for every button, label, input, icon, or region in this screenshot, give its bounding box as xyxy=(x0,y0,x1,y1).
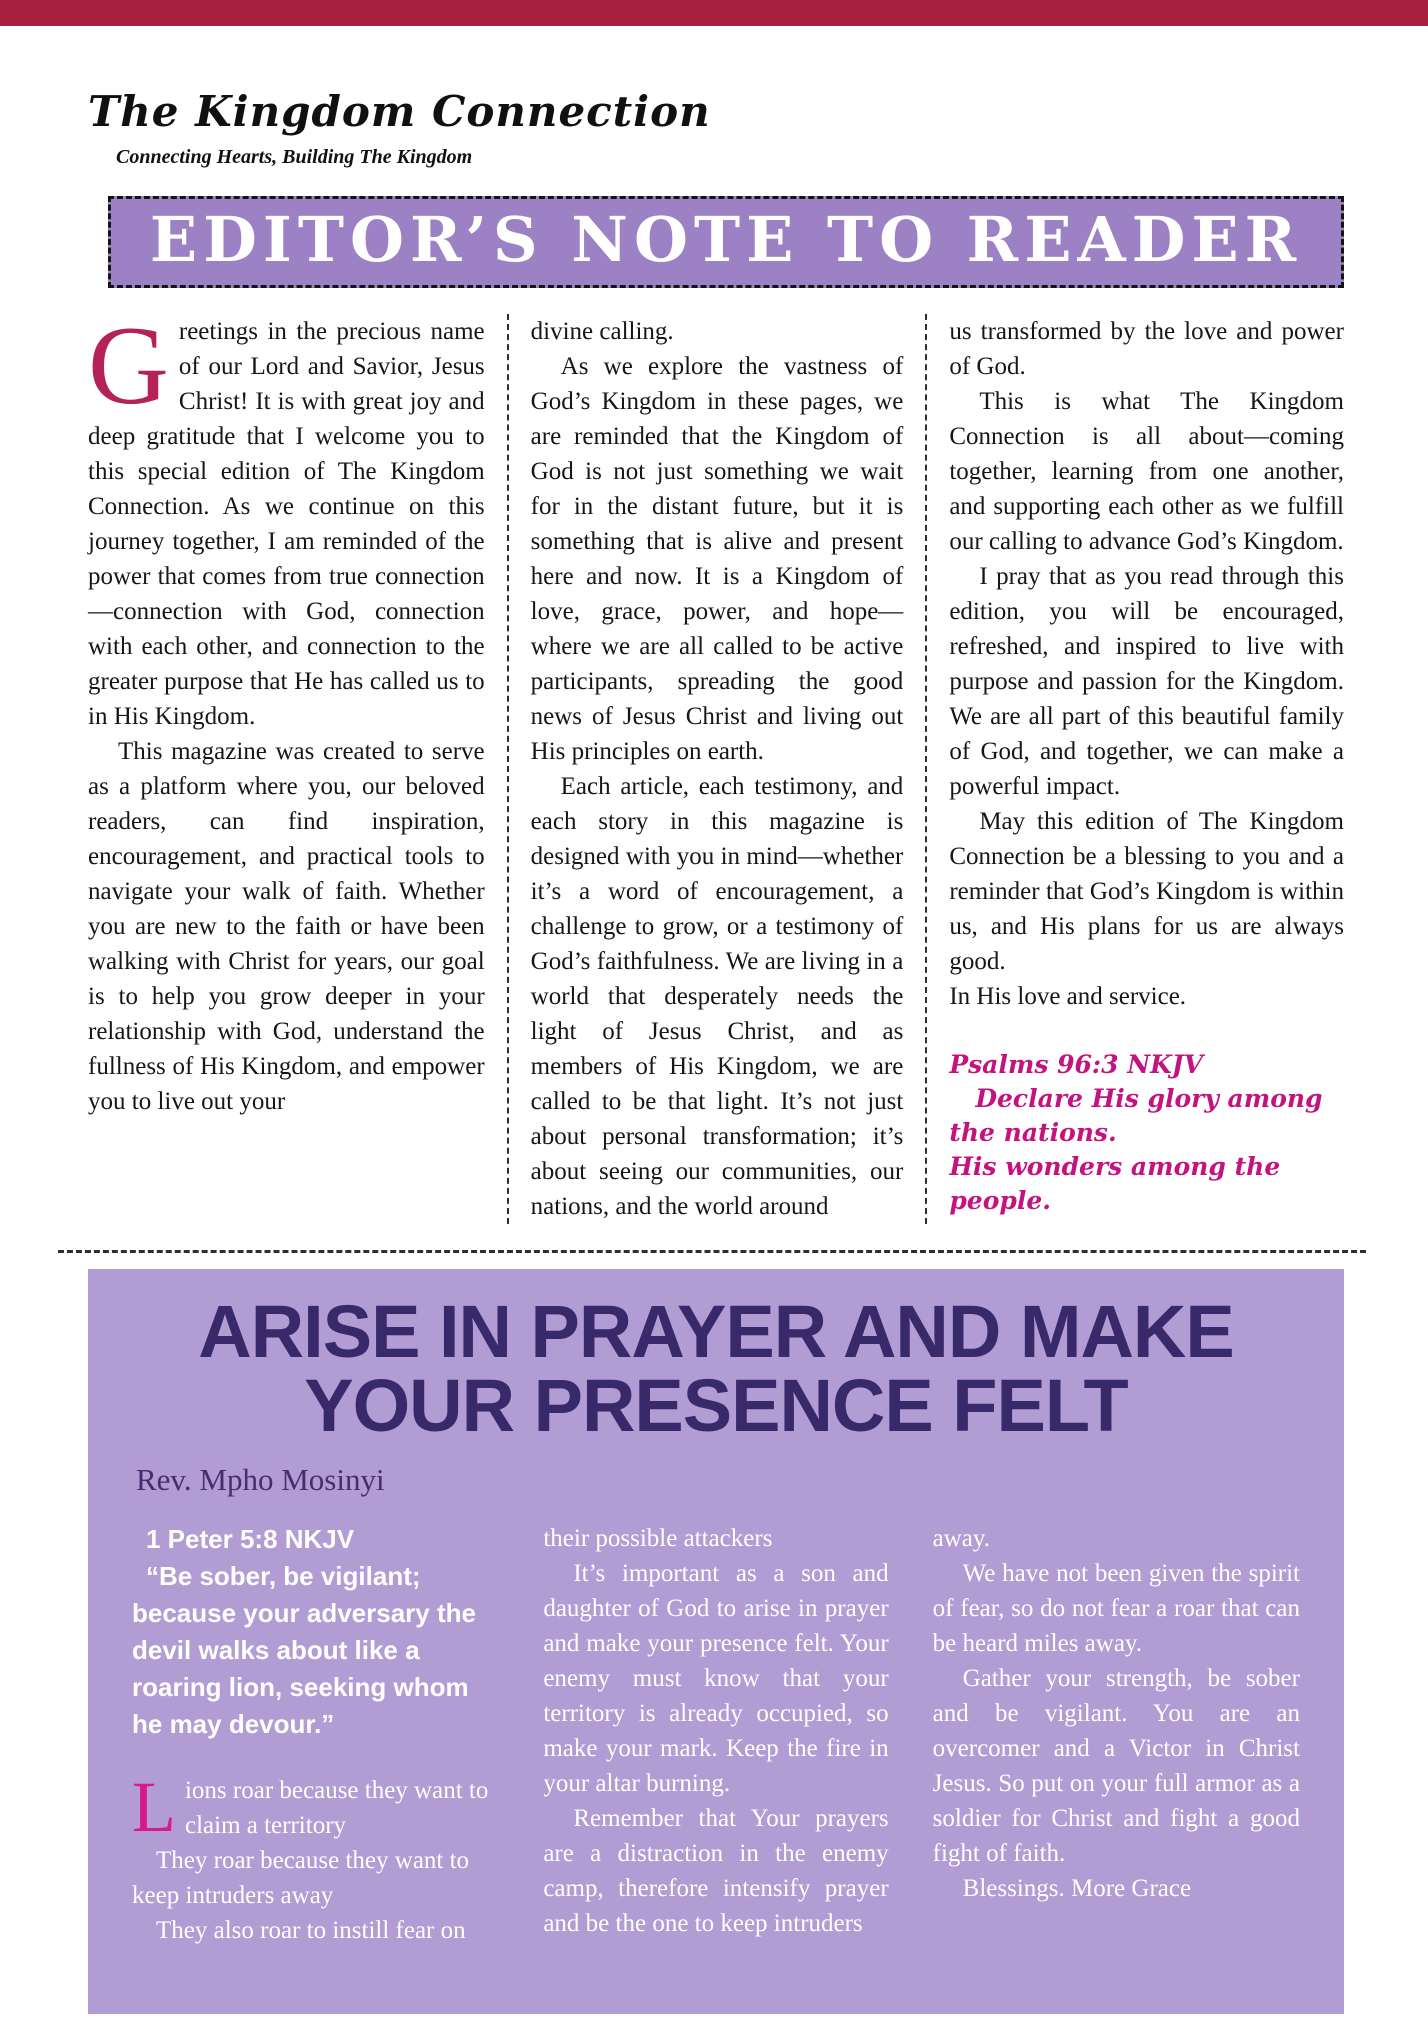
editors-note-columns xyxy=(88,304,1344,1224)
paragraph: This magazine was created to serve as a platform where you, our beloved readers, can find inspiration, encouragement, and practical tools to navigate your walk of faith. Whether you are new to the faith or have been walking with Christ for years, our goal is to help you grow deeper in your relationship with God, understand the fullness of His Kingdom, and empower you to live out your xyxy=(88,738,485,1115)
paragraph-text: ions roar because they want to claim a territory xyxy=(184,1777,489,1839)
paragraph xyxy=(88,304,485,734)
scripture-text: “Be sober, be vigilant; because your adversary the devil walks about like a roaring lion, seeking whom he may devour.” xyxy=(132,1561,476,1739)
paragraph: I pray that as you read through this edition, you will be encouraged, refreshed, and inspired to live with purpose and passion for the Kingdom. We are all part of this beautiful family of God, and together, we can make a powerful impact. xyxy=(949,563,1344,800)
dropcap-g: G xyxy=(88,304,169,428)
arise-column-2 xyxy=(521,1521,910,1948)
paragraph: This is what The Kingdom Connection is all about—coming together, learning from one another, and supporting each other as we fulfill our calling to advance God’s Kingdom. xyxy=(949,388,1344,555)
arise-article-columns xyxy=(132,1521,1300,1948)
title-line-1: ARISE IN PRAYER AND MAKE xyxy=(198,1290,1234,1373)
arise-column-3 xyxy=(911,1521,1300,1948)
masthead xyxy=(0,26,1428,170)
editors-note-banner xyxy=(108,196,1344,288)
paragraph: divine calling. xyxy=(530,318,674,345)
paragraph xyxy=(132,1767,499,1847)
scripture-reference: 1 Peter 5:8 NKJV xyxy=(146,1524,355,1554)
paragraph: We have not been given the spirit of fear, so do not fear a roar that can be heard miles away. xyxy=(932,1560,1300,1657)
paragraph: Each article, each testimony, and each story in this magazine is designed with you in mind—whether it’s a word of encouragement, a challenge to grow, or a testimony of God’s faithfulness. We are living in a world that desperately needs the light of Jesus Christ, and as members of His Kingdom, we are called to be that light. It’s not just about personal transformation; it’s about seeing our communities, our nations, and the world around xyxy=(530,773,904,1220)
editors-note-heading: EDITOR’S NOTE TO READER xyxy=(149,203,1303,276)
paragraph: Remember that Your prayers are a distraction in the enemy camp, therefore intensify prayer and be the one to keep intruders xyxy=(543,1805,889,1937)
title-line-2: YOUR PRESENCE FELT xyxy=(304,1364,1128,1447)
editors-note-column-3 xyxy=(925,314,1344,1224)
editors-note-column-2 xyxy=(507,314,926,1224)
arise-article-section xyxy=(88,1269,1344,2014)
arise-article-title xyxy=(132,1290,1300,1447)
arise-column-1 xyxy=(132,1521,521,1948)
psalms-quote-reference: Psalms 96:3 NKJV xyxy=(949,1050,1204,1079)
paragraph: Blessings. More Grace xyxy=(962,1875,1192,1902)
magazine-tagline: Connecting Hearts, Building The Kingdom xyxy=(116,146,473,168)
page-body xyxy=(0,170,1428,2028)
paragraph: us transformed by the love and power of God. xyxy=(949,318,1344,380)
section-divider xyxy=(58,1250,1366,1253)
top-accent-bar xyxy=(0,0,1428,26)
paragraph: In His love and service. xyxy=(949,983,1187,1010)
article-author: Rev. Mpho Mosinyi xyxy=(136,1462,385,1497)
lion-verses xyxy=(132,1767,499,1948)
paragraph: Gather your strength, be sober and be vigilant. You are an overcomer and a Victor in Christ Jesus. So put on your full armor as a soldier for Christ and fight a good fight of faith. xyxy=(932,1665,1300,1867)
paragraph: They roar because they want to keep intruders away xyxy=(132,1847,470,1909)
editors-note-column-1 xyxy=(88,304,507,1224)
peter-scripture-quote xyxy=(132,1521,499,1743)
magazine-title: The Kingdom Connection xyxy=(88,87,711,136)
paragraph: They also roar to instill fear on xyxy=(156,1917,466,1944)
paragraph: May this edition of The Kingdom Connection be a blessing to you and a reminder that God’s Kingdom is within us, and His plans for us are always good. xyxy=(949,808,1344,975)
dropcap-l: L xyxy=(132,1767,176,1847)
psalms-quote-line: His wonders among the people. xyxy=(949,1152,1281,1215)
psalms-quote-line: Declare His glory among the nations. xyxy=(949,1084,1323,1147)
paragraph: It’s important as a son and daughter of God to arise in prayer and make your presence felt. Your enemy must know that your territory is already occupied, so make your mark. Keep the fire in your altar burning. xyxy=(543,1560,889,1797)
psalms-quote xyxy=(949,1048,1344,1218)
paragraph: As we explore the vastness of God’s Kingdom in these pages, we are reminded that the Kingdom of God is not just something we wait for in the distant future, but it is something that is alive and present here and now. It is a Kingdom of love, grace, power, and hope—where we are all called to be active participants, spreading the good news of Jesus Christ and living out His principles on earth. xyxy=(530,353,904,765)
paragraph-text: reetings in the precious name of our Lord and Savior, Jesus Christ! It is with great joy and deep gratitude that I welcome you to this special edition of The Kingdom Connection. As we continue on this journey together, I am reminded of the power that comes from true connection—connection with God, connection with each other, and connection to the greater purpose that He has called us to in His Kingdom. xyxy=(88,318,485,730)
paragraph: away. xyxy=(932,1525,991,1552)
paragraph: their possible attackers xyxy=(543,1525,773,1552)
